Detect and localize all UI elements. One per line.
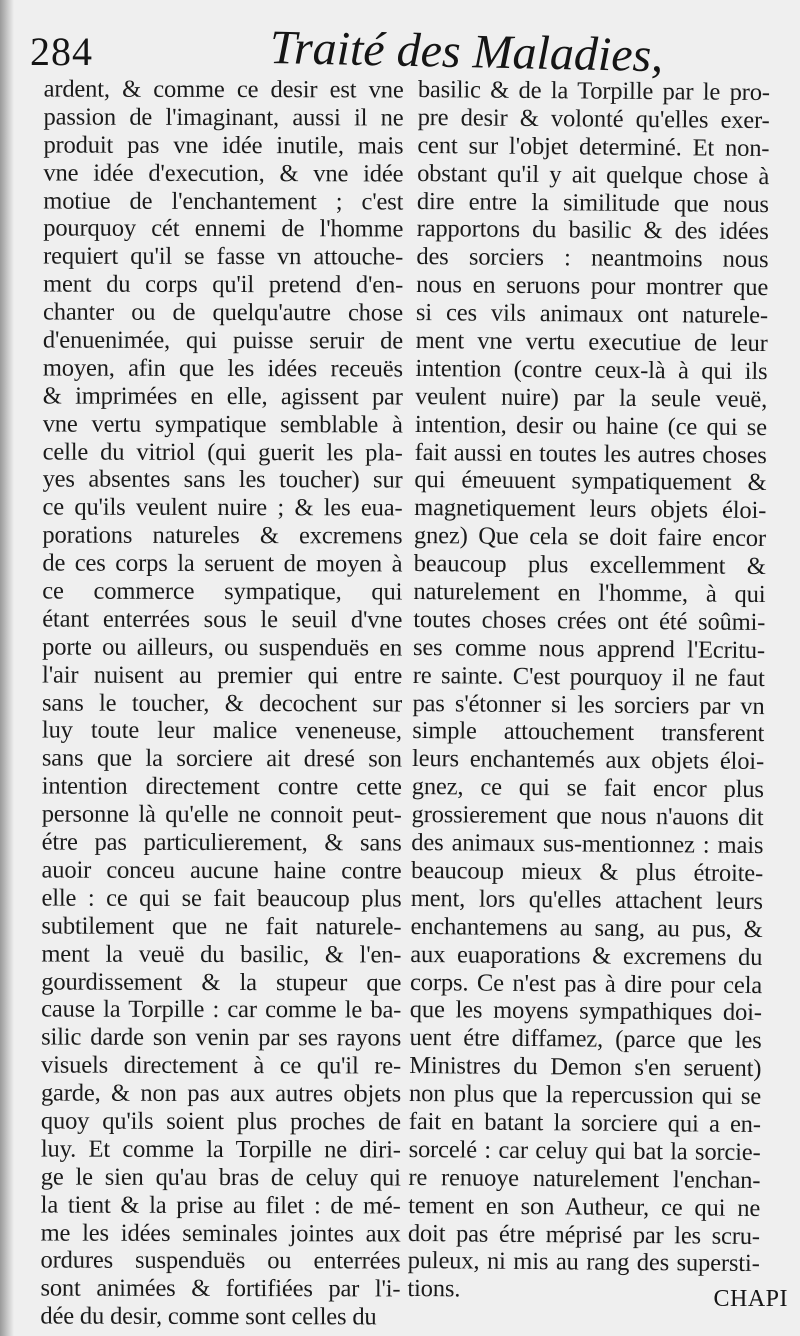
text-line: rapportons du basilic & des idées (416, 215, 769, 246)
text-line: & imprimées en elle, agissent par (42, 382, 403, 411)
text-line: fait aussi en toutes les autres choses (414, 438, 767, 469)
text-line: re sainte. C'est pourquoy il ne faut (412, 661, 765, 692)
text-line: obstant qu'il y ait quelque chose à (417, 159, 770, 190)
text-line: étant enterrées sous le seuil d'vne (42, 605, 403, 634)
text-line: gourdissement & la stupeur que (41, 968, 402, 996)
text-line: tement en son Autheur, ce qui ne (408, 1191, 761, 1222)
text-line: quoy qu'ils soient plus proches de (40, 1107, 401, 1136)
text-line: garde, & non pas aux autres objets (40, 1079, 402, 1108)
text-line: nous en seruons pour montrer que (416, 271, 769, 302)
text-line: beaucoup plus excellemment & (413, 550, 766, 581)
text-line: la tient & la prise au filet : de mé- (40, 1191, 401, 1220)
text-line: luy. Et comme la Torpille ne diri- (40, 1135, 401, 1164)
text-line: des sorciers : neantmoins nous (416, 243, 769, 274)
text-line: étre pas particulierement, & sans (41, 828, 402, 857)
text-line: me les idées seminales jointes aux (40, 1219, 401, 1247)
text-line: ardent, & comme ce desir est vne (43, 75, 404, 104)
text-line: sorcelé : car celuy qui bat la sorcie- (408, 1135, 761, 1166)
text-line: toutes choses crées ont été soûmi- (413, 605, 766, 636)
text-line: corps. Ce n'est pas à dire pour cela (409, 968, 763, 999)
catchword: CHAPI (713, 1286, 788, 1312)
text-line: sans que la sorciere ait dresé son (41, 744, 402, 773)
text-line: cause la Torpille : car comme le ba- (41, 995, 402, 1024)
text-line: leurs enchantemés aux objets éloi- (411, 745, 765, 776)
text-line: si ces vils animaux ont naturele- (415, 299, 769, 330)
text-line: pas s'étonner si les sorciers par vn (412, 689, 765, 720)
text-line: porations natureles & excremens (42, 521, 403, 550)
text-line: des animaux sus-mentionnez : mais (411, 829, 764, 860)
right-text-column (407, 76, 770, 1306)
text-line: vne vertu sympatique semblable à (42, 410, 403, 439)
text-line: veulent nuire) par la seule veuë, (415, 382, 768, 413)
text-line: qui émeuuent sympatiquement & (414, 466, 767, 497)
text-line: ses comme nous apprend l'Ecritu- (412, 633, 766, 664)
text-line: ordures suspenduës ou enterrées (40, 1246, 401, 1275)
text-line: vne idée d'execution, & vne idée (43, 159, 404, 188)
text-line: yes absentes sans les toucher) sur (42, 465, 403, 494)
text-line: passion de l'imaginant, aussi il ne (43, 103, 404, 132)
text-line: gnez, ce qui se fait encor plus (411, 773, 764, 804)
text-line: d'enuenimée, qui puisse seruir de (42, 326, 403, 355)
text-line: pourquoy cét ennemi de l'homme (43, 214, 404, 243)
text-line: sans le toucher, & decochent sur (41, 689, 403, 718)
text-line: doit pas étre méprisé par les scru- (407, 1219, 761, 1250)
text-line: elle : ce qui se fait beaucoup plus (41, 884, 402, 913)
text-line: basilic & de la Torpille par le pro- (417, 76, 770, 107)
text-line: non plus que la repercussion qui se (409, 1080, 762, 1111)
text-line: dée du desir, comme sont celles du (40, 1302, 377, 1331)
text-line: naturelement en l'homme, à qui (413, 578, 766, 609)
text-line: moyen, afin que les idées receuës (42, 354, 403, 383)
text-line: visuels directement à ce qu'il re- (41, 1051, 402, 1080)
text-line: que les moyens sympathiques doi- (409, 996, 762, 1027)
text-line: beaucoup mieux & plus étroite- (410, 856, 764, 887)
text-line: motiue de l'enchantement ; c'est (43, 187, 404, 216)
text-line: intention, desir ou haine (ce qui se (414, 410, 768, 441)
text-line: chanter ou de quelqu'autre chose (42, 298, 404, 327)
text-line: ment la veuë du basilic, & l'en- (41, 940, 402, 969)
text-line: grossierement que nous n'auons dit (411, 801, 764, 832)
text-line: ce qu'ils veulent nuire ; & les eua- (42, 493, 403, 522)
text-line: silic darde son venin par ses rayons (41, 1023, 402, 1052)
text-line: dire entre la similitude que nous (416, 187, 770, 218)
text-line: personne là qu'elle ne connoit peut- (41, 800, 402, 829)
text-line: celle du vitriol (qui guerit les pla- (42, 438, 403, 467)
page-number: 284 (30, 29, 93, 74)
text-line: requiert qu'il se fasse vn attouche- (43, 242, 404, 271)
left-text-column (40, 76, 403, 1332)
text-line: ment, lors qu'elles attachent leurs (410, 884, 763, 915)
text-line: l'air nuisent au premier qui entre (42, 661, 403, 690)
text-line: pre desir & volonté qu'elles exer- (417, 103, 770, 134)
text-line: cent sur l'objet determiné. Et non- (417, 131, 770, 162)
text-line: luy toute leur malice veneneuse, (41, 717, 402, 745)
running-title: Traité des Maladies, (269, 21, 664, 83)
text-line: intention directement contre cette (41, 772, 402, 801)
text-line: sont animées & fortifiées par l'i- (40, 1274, 401, 1303)
text-line: ce commerce sympatique, qui (42, 577, 403, 606)
text-line: aux euaporations & excremens du (410, 940, 763, 971)
text-line: tions. (407, 1275, 461, 1303)
text-line: puleux, ni mis au rang des supersti- (407, 1247, 760, 1278)
text-line: gnez) Que cela se doit faire encor (413, 522, 767, 553)
text-line: subtilement que ne fait naturele- (41, 912, 402, 941)
text-line: ge le sien qu'au bras de celuy qui (40, 1163, 401, 1192)
text-line: de ces corps la seruent de moyen à (42, 549, 403, 578)
text-line: simple attouchement transferent (412, 717, 765, 748)
text-line: uent étre diffamez, (parce que les (409, 1024, 762, 1055)
text-line: ment vne vertu executiue de leur (415, 327, 768, 358)
text-line: fait en batant la sorciere qui a en- (408, 1107, 761, 1138)
text-line: ment du corps qu'il pretend d'en- (43, 270, 404, 299)
text-line: produit pas vne idée inutile, mais (43, 131, 404, 160)
text-line: Ministres du Demon s'en seruent) (409, 1052, 762, 1083)
text-line: porte ou ailleurs, ou suspenduës en (42, 633, 403, 662)
text-line: enchantemens au sang, au pus, & (410, 912, 763, 943)
text-line: re renuoye naturelement l'enchan- (408, 1163, 761, 1194)
text-line: auoir conceu aucune haine contre (41, 856, 402, 885)
page-header (30, 18, 760, 83)
text-line: magnetiquement leurs objets éloi- (414, 494, 767, 525)
text-line: intention (contre ceux-là à qui ils (415, 354, 768, 385)
